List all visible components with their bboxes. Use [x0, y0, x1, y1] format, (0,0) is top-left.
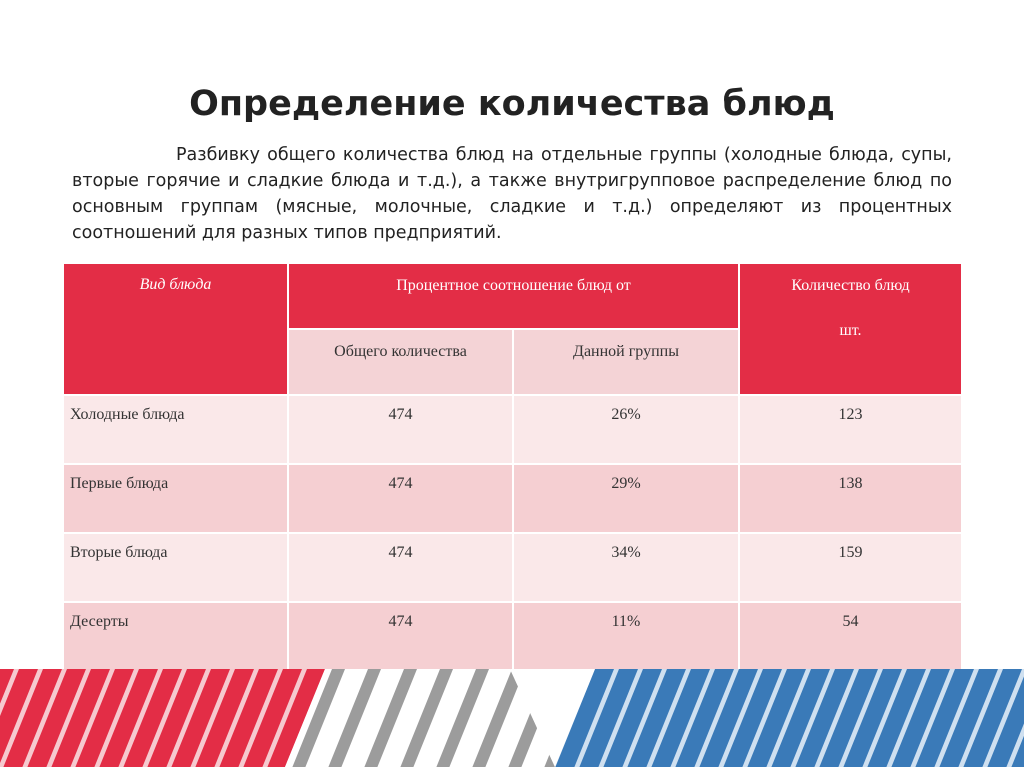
row-count: 123	[739, 395, 962, 464]
row-total: 474	[288, 395, 513, 464]
header-dish-count	[739, 263, 962, 395]
row-count: 54	[739, 602, 962, 671]
row-dish-name: Десерты	[63, 602, 288, 671]
row-share: 29%	[513, 464, 739, 533]
header-dish-kind: Вид блюда	[63, 263, 288, 395]
row-count: 159	[739, 533, 962, 602]
table-row	[63, 602, 962, 671]
row-dish-name: Холодные блюда	[63, 395, 288, 464]
header-group-share: Данной группы	[513, 329, 739, 395]
row-dish-name: Вторые блюда	[63, 533, 288, 602]
header-count-label: Количество блюд	[791, 277, 910, 294]
row-share: 26%	[513, 395, 739, 464]
table-row	[63, 533, 962, 602]
table-row	[63, 464, 962, 533]
row-total: 474	[288, 464, 513, 533]
row-share: 34%	[513, 533, 739, 602]
table-row	[63, 395, 962, 464]
header-percent-ratio: Процентное соотношение блюд от	[288, 263, 739, 329]
intro-paragraph: Разбивку общего количества блюд на отдельные группы (холодные блюда, супы, вторые горячие и сладкие блюда и т.д.), а также внутригрупповое распределение блюд по основным группам (мясные, молочные, сладкие и т.д.) определяют из процентных соотношений для разных типов предприятий.	[72, 145, 952, 243]
row-dish-name: Первые блюда	[63, 464, 288, 533]
header-total-amount: Общего количества	[288, 329, 513, 395]
slide-title: Определение количества блюд	[189, 84, 835, 124]
dishes-table	[62, 262, 963, 672]
header-count-unit: шт.	[839, 322, 862, 339]
row-total: 474	[288, 533, 513, 602]
decorative-stripes-footer	[0, 669, 1024, 767]
row-count: 138	[739, 464, 962, 533]
row-share: 11%	[513, 602, 739, 671]
row-total: 474	[288, 602, 513, 671]
